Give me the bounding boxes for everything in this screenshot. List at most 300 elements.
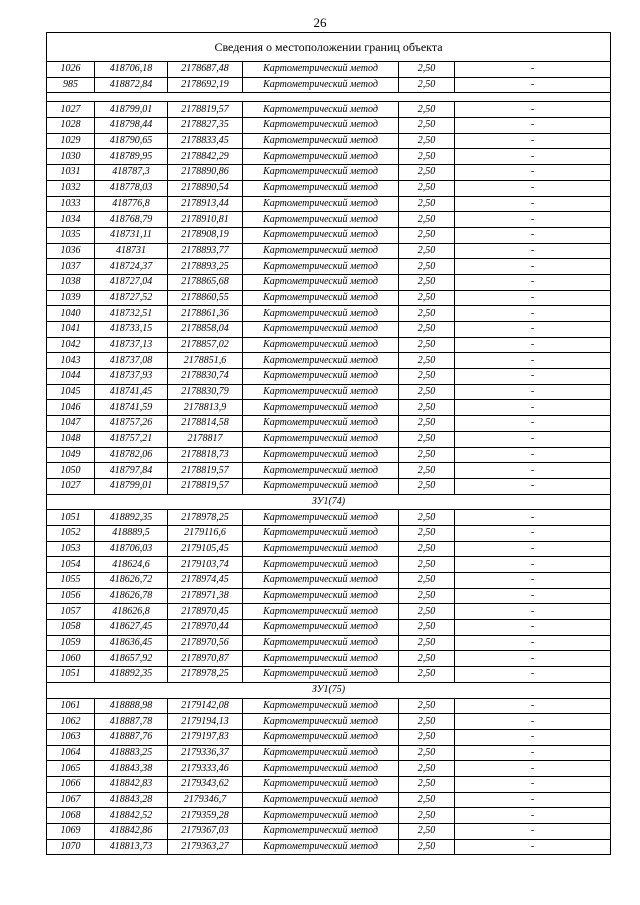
method-cell: Картометрический метод (243, 839, 399, 855)
x-coordinate-cell: 418732,51 (95, 306, 168, 322)
table-row (47, 792, 611, 808)
x-coordinate-cell: 418737,13 (95, 337, 168, 353)
description-cell: - (455, 808, 611, 824)
y-coordinate-cell: 2179363,27 (168, 839, 243, 855)
point-number-cell: 1051 (47, 667, 95, 683)
method-cell: Картометрический метод (243, 604, 399, 620)
table-row (47, 667, 611, 683)
y-coordinate-cell: 2178893,77 (168, 243, 243, 259)
precision-cell: 2,50 (399, 431, 455, 447)
table-row (47, 604, 611, 620)
precision-cell: 2,50 (399, 541, 455, 557)
table-row (47, 290, 611, 306)
y-coordinate-cell: 2179343,62 (168, 776, 243, 792)
point-number-cell: 1040 (47, 306, 95, 322)
point-number-cell: 1066 (47, 776, 95, 792)
method-cell: Картометрический метод (243, 541, 399, 557)
y-coordinate-cell: 2178814,58 (168, 416, 243, 432)
precision-cell: 2,50 (399, 588, 455, 604)
x-coordinate-cell: 418626,8 (95, 604, 168, 620)
page-number: 26 (313, 15, 327, 30)
method-cell: Картометрический метод (243, 369, 399, 385)
method-cell: Картометрический метод (243, 62, 399, 78)
table-row (47, 541, 611, 557)
precision-cell: 2,50 (399, 651, 455, 667)
table-row (47, 808, 611, 824)
y-coordinate-cell: 2178860,55 (168, 290, 243, 306)
point-number-cell: 1046 (47, 400, 95, 416)
y-coordinate-cell: 2178910,81 (168, 212, 243, 228)
method-cell: Картометрический метод (243, 431, 399, 447)
method-cell: Картометрический метод (243, 416, 399, 432)
point-number-cell: 1050 (47, 463, 95, 479)
description-cell: - (455, 525, 611, 541)
table-row (47, 714, 611, 730)
y-coordinate-cell: 2179116,6 (168, 525, 243, 541)
precision-cell: 2,50 (399, 792, 455, 808)
x-coordinate-cell: 418799,01 (95, 478, 168, 494)
point-number-cell: 1052 (47, 525, 95, 541)
precision-cell: 2,50 (399, 149, 455, 165)
description-cell: - (455, 620, 611, 636)
y-coordinate-cell: 2178893,25 (168, 259, 243, 275)
precision-cell: 2,50 (399, 102, 455, 118)
y-coordinate-cell: 2179359,28 (168, 808, 243, 824)
x-coordinate-cell: 418883,25 (95, 745, 168, 761)
x-coordinate-cell: 418636,45 (95, 635, 168, 651)
method-cell: Картометрический метод (243, 620, 399, 636)
x-coordinate-cell: 418768,79 (95, 212, 168, 228)
method-cell: Картометрический метод (243, 290, 399, 306)
y-coordinate-cell: 2178978,25 (168, 510, 243, 526)
description-cell: - (455, 745, 611, 761)
point-number-cell: 1032 (47, 180, 95, 196)
method-cell: Картометрический метод (243, 400, 399, 416)
x-coordinate-cell: 418627,45 (95, 620, 168, 636)
precision-cell: 2,50 (399, 761, 455, 777)
method-cell: Картометрический метод (243, 573, 399, 589)
precision-cell: 2,50 (399, 212, 455, 228)
x-coordinate-cell: 418778,03 (95, 180, 168, 196)
method-cell: Картометрический метод (243, 118, 399, 134)
x-coordinate-cell: 418733,15 (95, 322, 168, 338)
y-coordinate-cell: 2179197,83 (168, 729, 243, 745)
description-cell: - (455, 431, 611, 447)
y-coordinate-cell: 2178890,54 (168, 180, 243, 196)
point-number-cell: 1062 (47, 714, 95, 730)
y-coordinate-cell: 2178819,57 (168, 102, 243, 118)
x-coordinate-cell: 418888,98 (95, 698, 168, 714)
precision-cell: 2,50 (399, 369, 455, 385)
precision-cell: 2,50 (399, 745, 455, 761)
table-row (47, 227, 611, 243)
x-coordinate-cell: 418626,72 (95, 573, 168, 589)
description-cell: - (455, 510, 611, 526)
x-coordinate-cell: 418737,93 (95, 369, 168, 385)
precision-cell: 2,50 (399, 620, 455, 636)
y-coordinate-cell: 2178865,68 (168, 274, 243, 290)
table-row (47, 824, 611, 840)
description-cell: - (455, 651, 611, 667)
point-number-cell: 1063 (47, 729, 95, 745)
y-coordinate-cell: 2178818,73 (168, 447, 243, 463)
table-row (47, 77, 611, 93)
y-coordinate-cell: 2179336,37 (168, 745, 243, 761)
point-number-cell: 1060 (47, 651, 95, 667)
table-row (47, 180, 611, 196)
y-coordinate-cell: 2178970,87 (168, 651, 243, 667)
table-row (47, 557, 611, 573)
method-cell: Картометрический метод (243, 463, 399, 479)
y-coordinate-cell: 2178842,29 (168, 149, 243, 165)
method-cell: Картометрический метод (243, 745, 399, 761)
x-coordinate-cell: 418842,83 (95, 776, 168, 792)
y-coordinate-cell: 2178971,38 (168, 588, 243, 604)
table-row (47, 353, 611, 369)
method-cell: Картометрический метод (243, 77, 399, 93)
y-coordinate-cell: 2178851,6 (168, 353, 243, 369)
description-cell: - (455, 62, 611, 78)
description-cell: - (455, 557, 611, 573)
point-number-cell: 1034 (47, 212, 95, 228)
point-number-cell: 1029 (47, 133, 95, 149)
point-number-cell: 1064 (47, 745, 95, 761)
precision-cell: 2,50 (399, 604, 455, 620)
y-coordinate-cell: 2178857,02 (168, 337, 243, 353)
description-cell: - (455, 729, 611, 745)
point-number-cell: 1053 (47, 541, 95, 557)
blank-row (47, 93, 611, 102)
description-cell: - (455, 541, 611, 557)
description-cell: - (455, 369, 611, 385)
precision-cell: 2,50 (399, 776, 455, 792)
y-coordinate-cell: 2178970,44 (168, 620, 243, 636)
y-coordinate-cell: 2178908,19 (168, 227, 243, 243)
description-cell: - (455, 635, 611, 651)
description-cell: - (455, 824, 611, 840)
precision-cell: 2,50 (399, 243, 455, 259)
point-number-cell: 1035 (47, 227, 95, 243)
method-cell: Картометрический метод (243, 478, 399, 494)
y-coordinate-cell: 2178833,45 (168, 133, 243, 149)
y-coordinate-cell: 2178830,74 (168, 369, 243, 385)
table-row (47, 761, 611, 777)
method-cell: Картометрический метод (243, 306, 399, 322)
description-cell: - (455, 416, 611, 432)
point-number-cell: 1054 (47, 557, 95, 573)
x-coordinate-cell: 418731 (95, 243, 168, 259)
x-coordinate-cell: 418706,18 (95, 62, 168, 78)
y-coordinate-cell: 2178978,25 (168, 667, 243, 683)
x-coordinate-cell: 418626,78 (95, 588, 168, 604)
method-cell: Картометрический метод (243, 776, 399, 792)
precision-cell: 2,50 (399, 353, 455, 369)
precision-cell: 2,50 (399, 133, 455, 149)
x-coordinate-cell: 418757,21 (95, 431, 168, 447)
description-cell: - (455, 463, 611, 479)
point-number-cell: 1036 (47, 243, 95, 259)
point-number-cell: 1065 (47, 761, 95, 777)
table-row (47, 259, 611, 275)
table-row (47, 729, 611, 745)
description-cell: - (455, 306, 611, 322)
point-number-cell: 1059 (47, 635, 95, 651)
precision-cell: 2,50 (399, 714, 455, 730)
precision-cell: 2,50 (399, 62, 455, 78)
x-coordinate-cell: 418731,11 (95, 227, 168, 243)
description-cell: - (455, 274, 611, 290)
description-cell: - (455, 133, 611, 149)
method-cell: Картометрический метод (243, 259, 399, 275)
table-row (47, 243, 611, 259)
method-cell: Картометрический метод (243, 714, 399, 730)
section-row (47, 682, 611, 698)
description-cell: - (455, 243, 611, 259)
table-row (47, 431, 611, 447)
method-cell: Картометрический метод (243, 729, 399, 745)
precision-cell: 2,50 (399, 400, 455, 416)
x-coordinate-cell: 418776,8 (95, 196, 168, 212)
x-coordinate-cell: 418787,3 (95, 165, 168, 181)
y-coordinate-cell: 2178890,86 (168, 165, 243, 181)
x-coordinate-cell: 418624,6 (95, 557, 168, 573)
point-number-cell: 985 (47, 77, 95, 93)
description-cell: - (455, 180, 611, 196)
table-row (47, 306, 611, 322)
y-coordinate-cell: 2179194,13 (168, 714, 243, 730)
point-number-cell: 1027 (47, 478, 95, 494)
y-coordinate-cell: 2178819,57 (168, 478, 243, 494)
description-cell: - (455, 227, 611, 243)
x-coordinate-cell: 418790,65 (95, 133, 168, 149)
section-row (47, 494, 611, 510)
description-cell: - (455, 698, 611, 714)
x-coordinate-cell: 418798,44 (95, 118, 168, 134)
y-coordinate-cell: 2178813,9 (168, 400, 243, 416)
point-number-cell: 1038 (47, 274, 95, 290)
x-coordinate-cell: 418727,52 (95, 290, 168, 306)
precision-cell: 2,50 (399, 306, 455, 322)
y-coordinate-cell: 2178861,36 (168, 306, 243, 322)
x-coordinate-cell: 418872,84 (95, 77, 168, 93)
method-cell: Картометрический метод (243, 212, 399, 228)
description-cell: - (455, 212, 611, 228)
precision-cell: 2,50 (399, 290, 455, 306)
x-coordinate-cell: 418706,03 (95, 541, 168, 557)
x-coordinate-cell: 418843,28 (95, 792, 168, 808)
point-number-cell: 1055 (47, 573, 95, 589)
x-coordinate-cell: 418843,38 (95, 761, 168, 777)
table-row (47, 337, 611, 353)
precision-cell: 2,50 (399, 118, 455, 134)
table-row (47, 620, 611, 636)
point-number-cell: 1068 (47, 808, 95, 824)
description-cell: - (455, 353, 611, 369)
point-number-cell: 1031 (47, 165, 95, 181)
point-number-cell: 1051 (47, 510, 95, 526)
table-row (47, 588, 611, 604)
y-coordinate-cell: 2178974,45 (168, 573, 243, 589)
precision-cell: 2,50 (399, 274, 455, 290)
method-cell: Картометрический метод (243, 196, 399, 212)
precision-cell: 2,50 (399, 698, 455, 714)
description-cell: - (455, 714, 611, 730)
point-number-cell: 1045 (47, 384, 95, 400)
x-coordinate-cell: 418782,06 (95, 447, 168, 463)
method-cell: Картометрический метод (243, 149, 399, 165)
point-number-cell: 1069 (47, 824, 95, 840)
table-row (47, 400, 611, 416)
method-cell: Картометрический метод (243, 353, 399, 369)
y-coordinate-cell: 2178830,79 (168, 384, 243, 400)
precision-cell: 2,50 (399, 573, 455, 589)
x-coordinate-cell: 418892,35 (95, 667, 168, 683)
x-coordinate-cell: 418797,84 (95, 463, 168, 479)
method-cell: Картометрический метод (243, 761, 399, 777)
method-cell: Картометрический метод (243, 698, 399, 714)
description-cell: - (455, 77, 611, 93)
table-row (47, 573, 611, 589)
y-coordinate-cell: 2178858,04 (168, 322, 243, 338)
description-cell: - (455, 761, 611, 777)
x-coordinate-cell: 418887,78 (95, 714, 168, 730)
method-cell: Картометрический метод (243, 243, 399, 259)
method-cell: Картометрический метод (243, 274, 399, 290)
table-row (47, 212, 611, 228)
precision-cell: 2,50 (399, 416, 455, 432)
point-number-cell: 1026 (47, 62, 95, 78)
table-row (47, 525, 611, 541)
point-number-cell: 1043 (47, 353, 95, 369)
description-cell: - (455, 118, 611, 134)
description-cell: - (455, 400, 611, 416)
description-cell: - (455, 259, 611, 275)
precision-cell: 2,50 (399, 510, 455, 526)
x-coordinate-cell: 418724,37 (95, 259, 168, 275)
point-number-cell: 1061 (47, 698, 95, 714)
method-cell: Картометрический метод (243, 651, 399, 667)
method-cell: Картометрический метод (243, 557, 399, 573)
point-number-cell: 1027 (47, 102, 95, 118)
precision-cell: 2,50 (399, 384, 455, 400)
description-cell: - (455, 337, 611, 353)
y-coordinate-cell: 2178817 (168, 431, 243, 447)
point-number-cell: 1049 (47, 447, 95, 463)
x-coordinate-cell: 418741,59 (95, 400, 168, 416)
point-number-cell: 1039 (47, 290, 95, 306)
method-cell: Картометрический метод (243, 510, 399, 526)
precision-cell: 2,50 (399, 808, 455, 824)
description-cell: - (455, 384, 611, 400)
y-coordinate-cell: 2179103,74 (168, 557, 243, 573)
precision-cell: 2,50 (399, 165, 455, 181)
precision-cell: 2,50 (399, 259, 455, 275)
y-coordinate-cell: 2178913,44 (168, 196, 243, 212)
point-number-cell: 1057 (47, 604, 95, 620)
table-row (47, 196, 611, 212)
precision-cell: 2,50 (399, 447, 455, 463)
point-number-cell: 1030 (47, 149, 95, 165)
description-cell: - (455, 573, 611, 589)
table-row (47, 510, 611, 526)
x-coordinate-cell: 418737,08 (95, 353, 168, 369)
x-coordinate-cell: 418789,95 (95, 149, 168, 165)
y-coordinate-cell: 2179142,08 (168, 698, 243, 714)
method-cell: Картометрический метод (243, 792, 399, 808)
x-coordinate-cell: 418887,76 (95, 729, 168, 745)
section-label: ЗУ1(75) (47, 682, 611, 698)
method-cell: Картометрический метод (243, 227, 399, 243)
blank-cell (47, 93, 611, 102)
boundary-table (46, 32, 611, 855)
x-coordinate-cell: 418889,5 (95, 525, 168, 541)
table-row (47, 62, 611, 78)
description-cell: - (455, 667, 611, 683)
table-row (47, 165, 611, 181)
table-row (47, 447, 611, 463)
method-cell: Картометрический метод (243, 180, 399, 196)
y-coordinate-cell: 2179346,7 (168, 792, 243, 808)
point-number-cell: 1037 (47, 259, 95, 275)
point-number-cell: 1033 (47, 196, 95, 212)
description-cell: - (455, 196, 611, 212)
precision-cell: 2,50 (399, 525, 455, 541)
point-number-cell: 1067 (47, 792, 95, 808)
method-cell: Картометрический метод (243, 133, 399, 149)
description-cell: - (455, 776, 611, 792)
point-number-cell: 1047 (47, 416, 95, 432)
y-coordinate-cell: 2178970,56 (168, 635, 243, 651)
description-cell: - (455, 588, 611, 604)
precision-cell: 2,50 (399, 667, 455, 683)
precision-cell: 2,50 (399, 463, 455, 479)
description-cell: - (455, 792, 611, 808)
x-coordinate-cell: 418813,73 (95, 839, 168, 855)
precision-cell: 2,50 (399, 729, 455, 745)
precision-cell: 2,50 (399, 180, 455, 196)
method-cell: Картометрический метод (243, 808, 399, 824)
table-row (47, 322, 611, 338)
y-coordinate-cell: 2179367,03 (168, 824, 243, 840)
method-cell: Картометрический метод (243, 165, 399, 181)
precision-cell: 2,50 (399, 478, 455, 494)
method-cell: Картометрический метод (243, 667, 399, 683)
table-row (47, 384, 611, 400)
point-number-cell: 1048 (47, 431, 95, 447)
precision-cell: 2,50 (399, 77, 455, 93)
description-cell: - (455, 165, 611, 181)
y-coordinate-cell: 2178692,19 (168, 77, 243, 93)
precision-cell: 2,50 (399, 635, 455, 651)
precision-cell: 2,50 (399, 337, 455, 353)
x-coordinate-cell: 418741,45 (95, 384, 168, 400)
precision-cell: 2,50 (399, 227, 455, 243)
point-number-cell: 1058 (47, 620, 95, 636)
table-row (47, 369, 611, 385)
x-coordinate-cell: 418727,04 (95, 274, 168, 290)
table-row (47, 102, 611, 118)
precision-cell: 2,50 (399, 322, 455, 338)
table-row (47, 698, 611, 714)
x-coordinate-cell: 418892,35 (95, 510, 168, 526)
description-cell: - (455, 478, 611, 494)
precision-cell: 2,50 (399, 196, 455, 212)
method-cell: Картометрический метод (243, 322, 399, 338)
method-cell: Картометрический метод (243, 588, 399, 604)
method-cell: Картометрический метод (243, 824, 399, 840)
description-cell: - (455, 322, 611, 338)
table-row (47, 463, 611, 479)
